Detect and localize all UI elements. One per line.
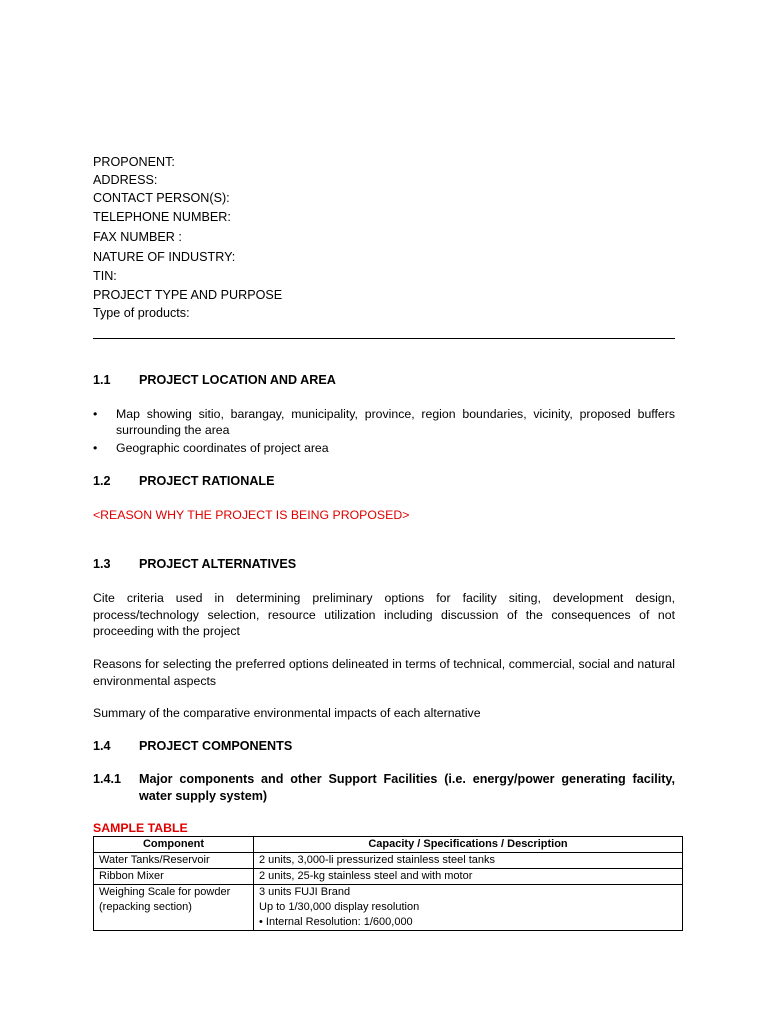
section-1-4-heading bbox=[93, 739, 292, 753]
section-title: PROJECT ALTERNATIVES bbox=[139, 557, 297, 571]
table-cell-line: Weighing Scale for powder bbox=[99, 886, 231, 898]
table-cell: Ribbon Mixer bbox=[94, 869, 254, 885]
section-title: PROJECT RATIONALE bbox=[139, 474, 275, 488]
column-header: Component bbox=[94, 837, 254, 853]
table-cell: 2 units, 25-kg stainless steel and with motor bbox=[254, 869, 683, 885]
table-cell bbox=[254, 885, 683, 931]
section-number: 1.4 bbox=[93, 739, 111, 753]
table-header-row bbox=[94, 837, 683, 853]
section-1-2-heading bbox=[93, 474, 275, 488]
rationale-placeholder: <REASON WHY THE PROJECT IS BEING PROPOSED> bbox=[93, 508, 410, 522]
table-cell bbox=[94, 885, 254, 931]
field-type-of-products: Type of products: bbox=[93, 306, 190, 320]
sample-table-label: SAMPLE TABLE bbox=[93, 821, 188, 835]
table-row bbox=[94, 869, 683, 885]
subsection-number: 1.4.1 bbox=[93, 772, 122, 786]
location-bullet-list bbox=[93, 406, 675, 456]
section-number: 1.2 bbox=[93, 474, 111, 488]
section-1-3-heading bbox=[93, 557, 296, 571]
table-cell-line: • Internal Resolution: 1/600,000 bbox=[259, 916, 413, 928]
table-cell-line: 3 units FUJI Brand bbox=[259, 886, 351, 898]
section-title: PROJECT LOCATION AND AREA bbox=[139, 373, 336, 387]
field-address: ADDRESS: bbox=[93, 173, 158, 187]
table-row bbox=[94, 853, 683, 869]
alternatives-paragraph: Summary of the comparative environmental impacts of each alternative bbox=[93, 706, 481, 720]
subsection-title: Major components and other Support Facilities (i.e. energy/power generating facility, water supply system) bbox=[139, 772, 675, 803]
alternatives-paragraph: Cite criteria used in determining preliminary options for facility siting, development design, process/technology selection, resource utilization including discussion of the consequences of not proceeding with the project bbox=[93, 591, 675, 638]
bullet-icon: • bbox=[93, 407, 98, 421]
section-number: 1.1 bbox=[93, 373, 111, 387]
table-cell-line: (repacking section) bbox=[99, 901, 192, 913]
subsection-1-4-1-heading bbox=[93, 771, 675, 805]
list-item-text: Geographic coordinates of project area bbox=[116, 441, 329, 455]
section-1-1-heading bbox=[93, 373, 336, 387]
field-project-type: PROJECT TYPE AND PURPOSE bbox=[93, 288, 283, 302]
table-cell: Water Tanks/Reservoir bbox=[94, 853, 254, 869]
horizontal-divider bbox=[93, 338, 675, 339]
section-title: PROJECT COMPONENTS bbox=[139, 739, 293, 753]
field-nature-of-industry: NATURE OF INDUSTRY: bbox=[93, 250, 236, 264]
field-proponent: PROPONENT: bbox=[93, 155, 175, 169]
list-item bbox=[93, 406, 675, 438]
table-cell: 2 units, 3,000-li pressurized stainless steel tanks bbox=[254, 853, 683, 869]
alternatives-paragraph: Reasons for selecting the preferred options delineated in terms of technical, commercial, social and natural environmental aspects bbox=[93, 657, 675, 688]
field-tin: TIN: bbox=[93, 269, 117, 283]
list-item bbox=[93, 440, 675, 456]
components-table bbox=[93, 836, 683, 931]
field-fax-number: FAX NUMBER : bbox=[93, 230, 182, 244]
column-header: Capacity / Specifications / Description bbox=[254, 837, 683, 853]
field-telephone-number: TELEPHONE NUMBER: bbox=[93, 210, 231, 224]
list-item-text: Map showing sitio, barangay, municipality, province, region boundaries, vicinity, proposed buffers surrounding the area bbox=[116, 407, 675, 437]
field-contact-persons: CONTACT PERSON(S): bbox=[93, 191, 230, 205]
table-cell-line: Up to 1/30,000 display resolution bbox=[259, 901, 420, 913]
section-number: 1.3 bbox=[93, 557, 111, 571]
table-row bbox=[94, 885, 683, 931]
bullet-icon: • bbox=[93, 441, 98, 455]
